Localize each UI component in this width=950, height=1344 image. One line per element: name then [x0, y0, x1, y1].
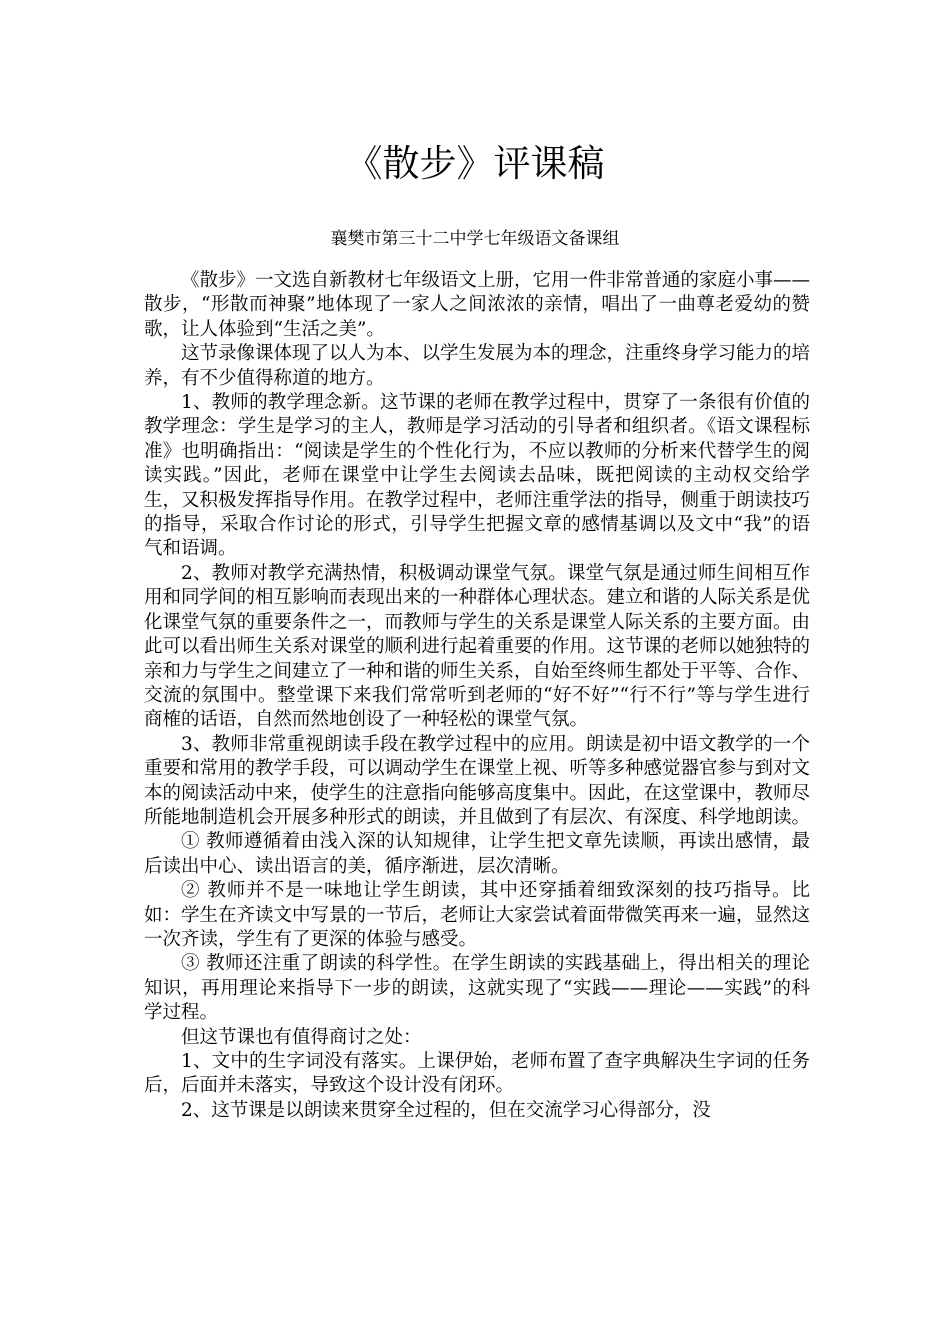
paragraph: 2、教师对教学充满热情，积极调动课堂气氛。课堂气氛是通过师生间相互作用和同学间的相互影响而表现出来的一种群体心理状态。建立和谐的人际关系是优化课堂气氛的重要条件之一，而教师与学生的关系是课堂人际关系的主要方面。由此可以看出师生关系对课堂的顺利进行起着重要的作用。这节课的老师以她独特的亲和力与学生之间建立了一种和谐的师生关系，自始至终师生都处于平等、合作、交流的氛围中。整堂课下来我们常常听到老师的“好不好”“行不行”等与学生进行商榷的话语，自然而然地创设了一种轻松的课堂气氛。: [144, 562, 811, 731]
paragraph: ③ 教师还注重了朗读的科学性。在学生朗读的实践基础上，得出相关的理论知识，再用理论来指导下一步的朗读，这就实现了“实践——理论——实践”的科学过程。: [144, 953, 810, 1024]
document-body: [144, 269, 810, 1123]
document-author: 襄樊市第三十二中学七年级语文备课组: [330, 229, 620, 249]
paragraph: 但这节课也有值得商讨之处：: [181, 1026, 422, 1048]
paragraph: 3、教师非常重视朗读手段在教学过程中的应用。朗读是初中语文教学的一个重要和常用的教学手段，可以调动学生在课堂上视、听等多种感觉器官参与到对文本的阅读活动中来，使学生的注意指向能够高度集中。因此，在这堂课中，教师尽所能地制造机会开展多种形式的朗读，并且做到了有层次、有深度、科学地朗读。: [144, 733, 811, 828]
paragraph: ② 教师并不是一味地让学生朗读，其中还穿插着细致深刻的技巧指导。比如：学生在齐读文中写景的一节后，老师让大家尝试着面带微笑再来一遍，显然这一次齐读，学生有了更深的体验与感受。: [144, 880, 811, 950]
paragraph: 2、这节课是以朗读来贯穿全过程的，但在交流学习心得部分，没: [181, 1099, 711, 1121]
paragraph: 1、教师的教学理念新。这节课的老师在教学过程中，贯穿了一条很有价值的教学理念：学生是学习的主人，教师是学习活动的引导者和组织者。《语文课程标准》也明确指出：“阅读是学生的个性化行为，不应以教师的分析来代替学生的阅读实践。”因此，老师在课堂中让学生去阅读去品味，既把阅读的主动权交给学生，又积极发挥指导作用。在教学过程中，老师注重学法的指导，侧重于朗读技巧的指导，采取合作讨论的形式，引导学生把握文章的感情基调以及文中“我”的语气和语调。: [144, 392, 811, 560]
paragraph: 1、文中的生字词没有落实。上课伊始，老师布置了查字典解决生字词的任务后，后面并未落实，导致这个设计没有闭环。: [144, 1051, 810, 1097]
paragraph: 这节录像课体现了以人为本、以学生发展为本的理念，注重终身学习能力的培养，有不少值得称道的地方。: [144, 343, 811, 389]
document-title: 《散步》评课稿: [345, 142, 605, 185]
paragraph: ① 教师遵循着由浅入深的认知规律，让学生把文章先读顺，再读出感情，最后读出中心、读出语言的美，循序渐进，层次清晰。: [144, 831, 810, 877]
paragraph: 《散步》一文选自新教材七年级语文上册，它用一件非常普通的家庭小事——散步，“形散而神聚”地体现了一家人之间浓浓的亲情，唱出了一曲尊老爱幼的赞歌，让人体验到“生活之美”。: [144, 270, 811, 340]
